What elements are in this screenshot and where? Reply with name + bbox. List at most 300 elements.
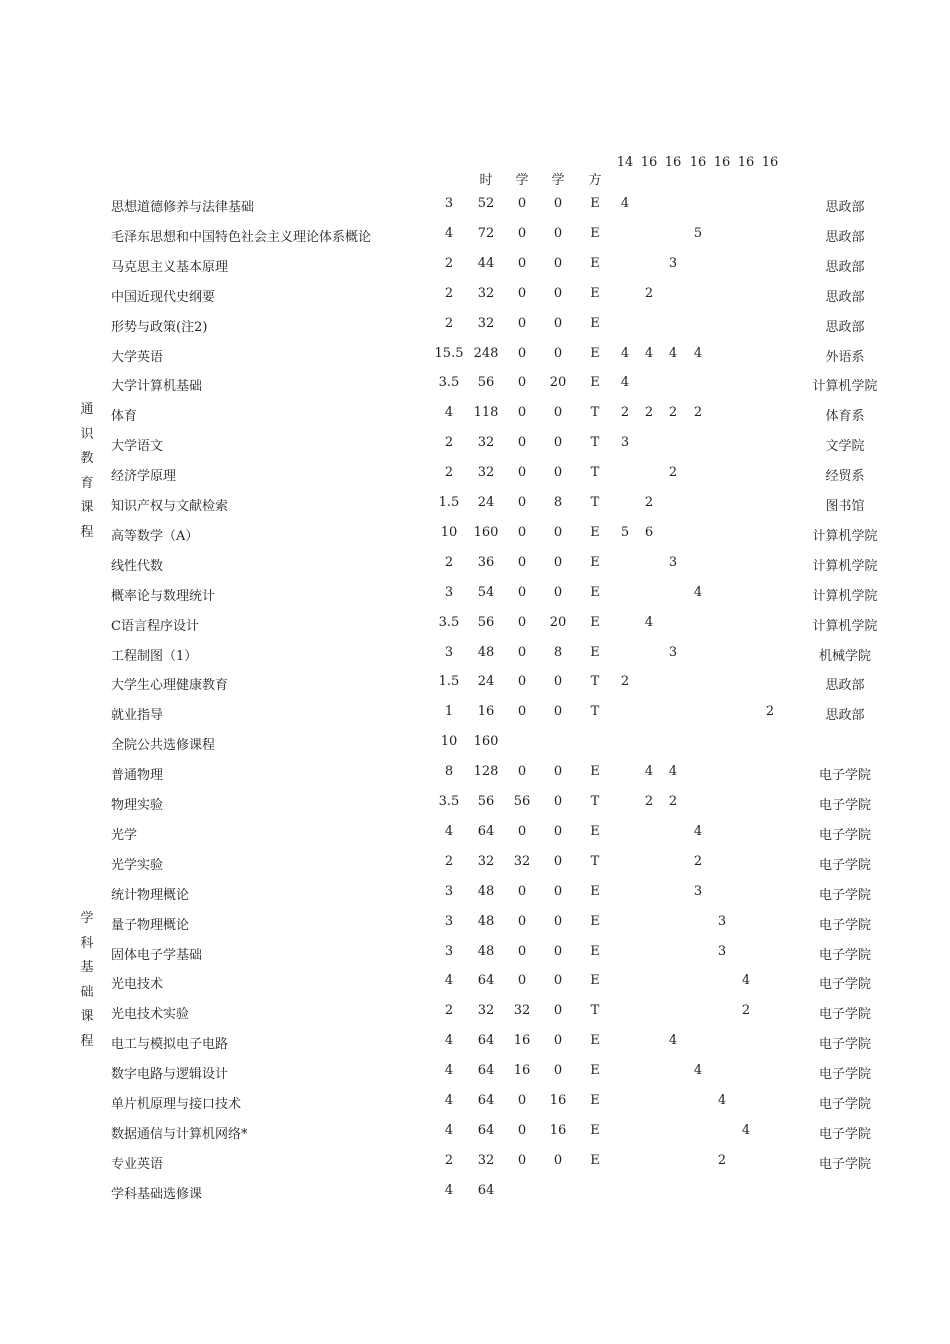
group-label-char: 课: [80, 500, 94, 515]
course-exam: E: [590, 345, 600, 361]
table-row: [0, 638, 950, 668]
course-credit: 1: [444, 704, 454, 720]
course-credit: 2: [444, 1152, 454, 1168]
course-department: 计算机学院: [812, 588, 878, 604]
table-row: [0, 937, 950, 967]
semester-hours: 4: [693, 823, 703, 839]
table-row: [0, 428, 950, 458]
course-hours: 52: [477, 196, 495, 211]
table-row: [0, 787, 950, 817]
course-department: 经贸系: [825, 469, 865, 485]
course-name: 大学英语: [111, 349, 164, 365]
course-exam: T: [590, 495, 600, 510]
semester-hours: 2: [620, 674, 630, 690]
course-comp: 0: [553, 584, 563, 600]
course-comp: 0: [553, 315, 563, 331]
course-exam: E: [590, 255, 600, 271]
table-row: [0, 488, 950, 518]
course-exam: T: [590, 794, 600, 809]
table-row: [0, 727, 950, 757]
course-credit: 4: [444, 1122, 454, 1138]
course-exam: E: [590, 1122, 600, 1138]
course-comp: 0: [553, 943, 563, 959]
course-comp: 0: [553, 794, 563, 809]
course-exam: E: [590, 524, 600, 540]
semester-hours: 3: [668, 255, 678, 271]
course-department: 计算机学院: [812, 528, 878, 544]
course-credit: 3: [444, 913, 454, 929]
table-row: [0, 1116, 950, 1146]
course-credit: 4: [444, 1182, 454, 1198]
course-name: 毛泽东思想和中国特色社会主义理论体系概论: [111, 229, 372, 245]
course-hours: 160: [473, 524, 499, 540]
course-exam: T: [590, 405, 600, 421]
course-name: 光学: [111, 827, 138, 843]
course-lab: 0: [517, 554, 527, 570]
course-comp: 0: [553, 853, 563, 869]
course-hours: 32: [477, 315, 495, 331]
course-credit: 2: [444, 285, 454, 301]
course-hours: 54: [477, 584, 495, 600]
course-credit: 3: [444, 196, 454, 211]
course-credit: 10: [440, 734, 458, 750]
semester-hours: 2: [644, 794, 654, 809]
course-comp: 0: [553, 554, 563, 570]
table-row: [0, 877, 950, 907]
group-label-char: 课: [80, 1009, 94, 1024]
course-credit: 2: [444, 853, 454, 869]
course-hours: 36: [477, 554, 495, 570]
week-count-header: 14: [616, 155, 634, 170]
course-comp: 0: [553, 225, 563, 241]
course-name: 单片机原理与接口技术: [111, 1097, 242, 1112]
semester-hours: 2: [765, 704, 775, 720]
semester-hours: 3: [717, 913, 727, 929]
course-name: 高等数学（A）: [111, 528, 199, 544]
course-name: 物理实验: [111, 798, 164, 813]
course-lab: 16: [513, 1063, 531, 1079]
course-hours: 24: [477, 495, 495, 510]
course-comp: 0: [553, 823, 563, 839]
course-credit: 4: [444, 405, 454, 421]
course-lab: 0: [517, 255, 527, 271]
course-department: 计算机学院: [812, 558, 878, 574]
course-credit: 3.5: [438, 375, 460, 391]
course-hours: 48: [477, 913, 495, 929]
semester-hours: 2: [693, 405, 703, 421]
course-hours: 48: [477, 644, 495, 660]
course-comp: 0: [553, 1033, 563, 1049]
course-department: 机械学院: [818, 648, 872, 664]
course-credit: 1.5: [438, 495, 460, 510]
semester-hours: 2: [668, 794, 678, 809]
course-credit: 3.5: [438, 614, 460, 630]
course-lab: 0: [517, 405, 527, 421]
course-credit: 4: [444, 1093, 454, 1108]
course-comp: 0: [553, 435, 563, 451]
course-exam: E: [590, 823, 600, 839]
course-department: 电子学院: [818, 1097, 872, 1112]
course-credit: 10: [440, 524, 458, 540]
course-hours: 44: [477, 255, 495, 271]
course-exam: E: [590, 943, 600, 959]
table-row: [0, 548, 950, 578]
semester-hours: 4: [644, 614, 654, 630]
course-lab: 0: [517, 973, 527, 989]
semester-hours: 4: [741, 973, 751, 989]
semester-hours: 2: [668, 465, 678, 481]
course-lab: 0: [517, 435, 527, 451]
semester-hours: 4: [668, 345, 678, 361]
semester-hours: 2: [644, 285, 654, 301]
course-credit: 4: [444, 225, 454, 241]
table-row: [0, 368, 950, 398]
course-name: 线性代数: [111, 558, 164, 574]
course-credit: 15.5: [434, 345, 464, 361]
group-label-char: 础: [80, 984, 94, 1000]
course-hours: 16: [477, 704, 495, 720]
semester-hours: 2: [668, 405, 678, 421]
course-credit: 1.5: [438, 674, 460, 690]
course-lab: 0: [517, 1093, 527, 1108]
semester-hours: 4: [741, 1122, 751, 1138]
table-row: [0, 697, 950, 727]
course-lab: 0: [517, 704, 527, 720]
group-label-char: 程: [80, 524, 94, 540]
column-header: 学: [515, 173, 529, 188]
course-exam: T: [590, 1003, 600, 1019]
group-label-char: 教: [80, 451, 94, 466]
course-name: 全院公共选修课程: [111, 738, 216, 754]
course-name: 统计物理概论: [111, 887, 190, 903]
group-label-char: 学: [80, 911, 94, 926]
course-hours: 32: [477, 1003, 495, 1019]
course-exam: T: [590, 853, 600, 869]
course-comp: 0: [553, 674, 563, 690]
course-credit: 2: [444, 554, 454, 570]
course-credit: 4: [444, 1033, 454, 1049]
course-hours: 48: [477, 943, 495, 959]
course-credit: 3: [444, 644, 454, 660]
table-row: [0, 757, 950, 787]
course-lab: 0: [517, 495, 527, 510]
course-department: 电子学院: [818, 917, 872, 933]
course-department: 计算机学院: [812, 379, 878, 395]
course-hours: 64: [477, 1182, 495, 1198]
course-department: 电子学院: [818, 798, 872, 813]
course-name: 数字电路与逻辑设计: [111, 1067, 229, 1083]
course-department: 电子学院: [818, 887, 872, 903]
course-credit: 4: [444, 823, 454, 839]
course-name: 大学语文: [111, 439, 164, 455]
group-label-char: 识: [80, 426, 94, 442]
course-credit: 2: [444, 255, 454, 271]
course-name: 思想道德修养与法律基础: [111, 200, 255, 215]
semester-hours: 5: [693, 225, 703, 241]
course-hours: 56: [477, 794, 495, 809]
course-hours: 56: [477, 375, 495, 391]
course-department: 体育系: [825, 409, 865, 425]
table-row: [0, 279, 950, 309]
table-row: [0, 1086, 950, 1116]
course-exam: E: [590, 375, 600, 391]
table-row: [0, 966, 950, 996]
week-count-header: 16: [664, 155, 682, 170]
course-exam: E: [590, 973, 600, 989]
course-credit: 3: [444, 943, 454, 959]
course-credit: 2: [444, 435, 454, 451]
course-comp: 0: [553, 704, 563, 720]
semester-hours: 4: [668, 1033, 678, 1049]
table-row: [0, 608, 950, 638]
course-comp: 16: [549, 1093, 567, 1108]
semester-hours: 4: [620, 375, 630, 391]
course-department: 电子学院: [818, 977, 872, 993]
course-lab: 56: [513, 794, 531, 809]
course-hours: 32: [477, 285, 495, 301]
semester-hours: 3: [668, 644, 678, 660]
course-hours: 64: [477, 1033, 495, 1049]
course-hours: 32: [477, 465, 495, 481]
course-hours: 32: [477, 1152, 495, 1168]
table-row: [0, 1026, 950, 1056]
course-department: 思政部: [825, 200, 865, 215]
week-count-header: 16: [761, 155, 779, 170]
course-department: 思政部: [825, 259, 865, 275]
course-department: 电子学院: [818, 947, 872, 963]
course-name: 经济学原理: [111, 469, 177, 485]
course-comp: 0: [553, 973, 563, 989]
course-comp: 16: [549, 1122, 567, 1138]
course-exam: E: [590, 614, 600, 630]
semester-hours: 4: [717, 1093, 727, 1108]
course-lab: 0: [517, 644, 527, 660]
table-row: [0, 458, 950, 488]
course-lab: 0: [517, 375, 527, 391]
course-department: 思政部: [825, 708, 865, 724]
semester-hours: 3: [668, 554, 678, 570]
course-department: 思政部: [825, 319, 865, 335]
course-name: 学科基础选修课: [111, 1186, 203, 1202]
course-lab: 0: [517, 524, 527, 540]
course-hours: 24: [477, 674, 495, 690]
column-header: 方: [588, 173, 602, 188]
course-credit: 3: [444, 883, 454, 899]
course-name: 大学生心理健康教育: [111, 678, 229, 694]
course-name: 电工与模拟电子电路: [111, 1037, 229, 1053]
course-exam: E: [590, 883, 600, 899]
course-name: 形势与政策(注2): [111, 319, 208, 335]
course-name: 工程制图（1）: [111, 648, 198, 664]
course-comp: 0: [553, 405, 563, 421]
course-department: 外语系: [825, 349, 865, 365]
table-row: [0, 339, 950, 369]
table-row: [0, 996, 950, 1026]
table-row: [0, 219, 950, 249]
course-comp: 8: [553, 644, 563, 660]
course-lab: 0: [517, 674, 527, 690]
column-header: 时: [479, 173, 493, 188]
course-name: 固体电子学基础: [111, 947, 203, 963]
semester-hours: 2: [644, 495, 654, 510]
course-comp: 0: [553, 255, 563, 271]
course-comp: 0: [553, 196, 563, 211]
table-row: [0, 907, 950, 937]
course-department: 计算机学院: [812, 618, 878, 634]
course-credit: 2: [444, 315, 454, 331]
semester-hours: 2: [717, 1152, 727, 1168]
group-label-char: 通: [80, 402, 94, 417]
semester-hours: 2: [620, 405, 630, 421]
week-count-header: 16: [713, 155, 731, 170]
semester-hours: 4: [668, 764, 678, 780]
semester-hours: 6: [644, 524, 654, 540]
group-label-char: 育: [80, 475, 94, 491]
course-department: 文学院: [825, 439, 865, 455]
course-credit: 2: [444, 1003, 454, 1019]
group-label-char: 基: [80, 960, 94, 975]
course-exam: E: [590, 584, 600, 600]
semester-hours: 4: [644, 345, 654, 361]
course-department: 电子学院: [818, 1007, 872, 1023]
course-exam: T: [590, 435, 600, 451]
course-department: 电子学院: [818, 1037, 872, 1053]
course-hours: 72: [477, 225, 495, 241]
course-hours: 128: [473, 764, 499, 780]
course-credit: 8: [444, 764, 454, 780]
course-name: 知识产权与文献检索: [111, 499, 229, 514]
course-department: 思政部: [825, 229, 865, 245]
course-lab: 0: [517, 1152, 527, 1168]
course-hours: 56: [477, 614, 495, 630]
course-lab: 32: [513, 853, 531, 869]
course-comp: 0: [553, 524, 563, 540]
course-hours: 64: [477, 973, 495, 989]
course-credit: 3.5: [438, 794, 460, 809]
course-hours: 64: [477, 823, 495, 839]
course-exam: E: [590, 1152, 600, 1168]
course-name: 专业英语: [111, 1156, 164, 1172]
course-comp: 20: [549, 375, 567, 391]
course-department: 电子学院: [818, 857, 872, 873]
course-hours: 160: [473, 734, 499, 750]
course-hours: 32: [477, 853, 495, 869]
course-lab: 0: [517, 1122, 527, 1138]
course-lab: 0: [517, 823, 527, 839]
course-comp: 20: [549, 614, 567, 630]
semester-hours: 4: [620, 196, 630, 211]
course-lab: 0: [517, 225, 527, 241]
course-hours: 248: [473, 345, 499, 361]
course-exam: E: [590, 315, 600, 331]
table-row: [0, 667, 950, 697]
table-row: [0, 847, 950, 877]
course-exam: E: [590, 1063, 600, 1079]
course-hours: 64: [477, 1122, 495, 1138]
course-lab: 0: [517, 285, 527, 301]
course-hours: 64: [477, 1063, 495, 1079]
semester-hours: 3: [620, 435, 630, 451]
course-department: 电子学院: [818, 1156, 872, 1172]
table-row: [0, 1146, 950, 1176]
table-row: [0, 1056, 950, 1086]
course-exam: E: [590, 1093, 600, 1108]
course-department: 电子学院: [818, 1126, 872, 1142]
course-name: 大学计算机基础: [111, 379, 203, 395]
course-department: 思政部: [825, 289, 865, 305]
course-name: 光电技术: [111, 977, 164, 993]
course-name: 光电技术实验: [111, 1007, 190, 1023]
course-lab: 0: [517, 764, 527, 780]
course-name: 体育: [111, 409, 138, 425]
semester-hours: 5: [620, 524, 630, 540]
course-lab: 0: [517, 196, 527, 211]
course-exam: E: [590, 644, 600, 660]
semester-hours: 2: [741, 1003, 751, 1019]
course-lab: 0: [517, 345, 527, 361]
course-exam: E: [590, 196, 600, 211]
course-lab: 0: [517, 913, 527, 929]
course-department: 电子学院: [818, 827, 872, 843]
table-row: [0, 189, 950, 219]
semester-hours: 3: [717, 943, 727, 959]
table-row: [0, 398, 950, 428]
course-name: 中国近现代史纲要: [111, 289, 216, 305]
semester-hours: 4: [644, 764, 654, 780]
course-exam: T: [590, 465, 600, 481]
course-comp: 0: [553, 465, 563, 481]
course-exam: E: [590, 225, 600, 241]
course-lab: 0: [517, 614, 527, 630]
course-hours: 48: [477, 883, 495, 899]
table-row: [0, 1176, 950, 1206]
course-name: 概率论与数理统计: [111, 588, 216, 604]
week-count-header: 16: [689, 155, 707, 170]
semester-hours: 4: [620, 345, 630, 361]
week-count-header: 16: [640, 155, 658, 170]
course-name: 光学实验: [111, 857, 164, 873]
course-comp: 0: [553, 285, 563, 301]
semester-hours: 4: [693, 345, 703, 361]
course-name: C语言程序设计: [111, 618, 199, 634]
course-department: 电子学院: [818, 1067, 872, 1083]
course-exam: E: [590, 764, 600, 780]
week-count-header: 16: [737, 155, 755, 170]
course-comp: 0: [553, 1063, 563, 1079]
semester-hours: 2: [644, 405, 654, 421]
course-lab: 0: [517, 465, 527, 481]
course-hours: 64: [477, 1093, 495, 1108]
table-row: [0, 309, 950, 339]
column-header: 学: [551, 173, 565, 188]
course-exam: T: [590, 674, 600, 690]
table-row: [0, 249, 950, 279]
course-hours: 118: [473, 405, 499, 421]
table-row: [0, 578, 950, 608]
course-department: 电子学院: [818, 768, 872, 784]
course-exam: E: [590, 913, 600, 929]
course-lab: 0: [517, 943, 527, 959]
course-hours: 32: [477, 435, 495, 451]
course-lab: 16: [513, 1033, 531, 1049]
table-row: [0, 518, 950, 548]
semester-hours: 4: [693, 1063, 703, 1079]
course-name: 量子物理概论: [111, 917, 190, 933]
semester-hours: 3: [693, 883, 703, 899]
course-credit: 4: [444, 973, 454, 989]
course-credit: 2: [444, 465, 454, 481]
course-name: 就业指导: [111, 708, 164, 724]
